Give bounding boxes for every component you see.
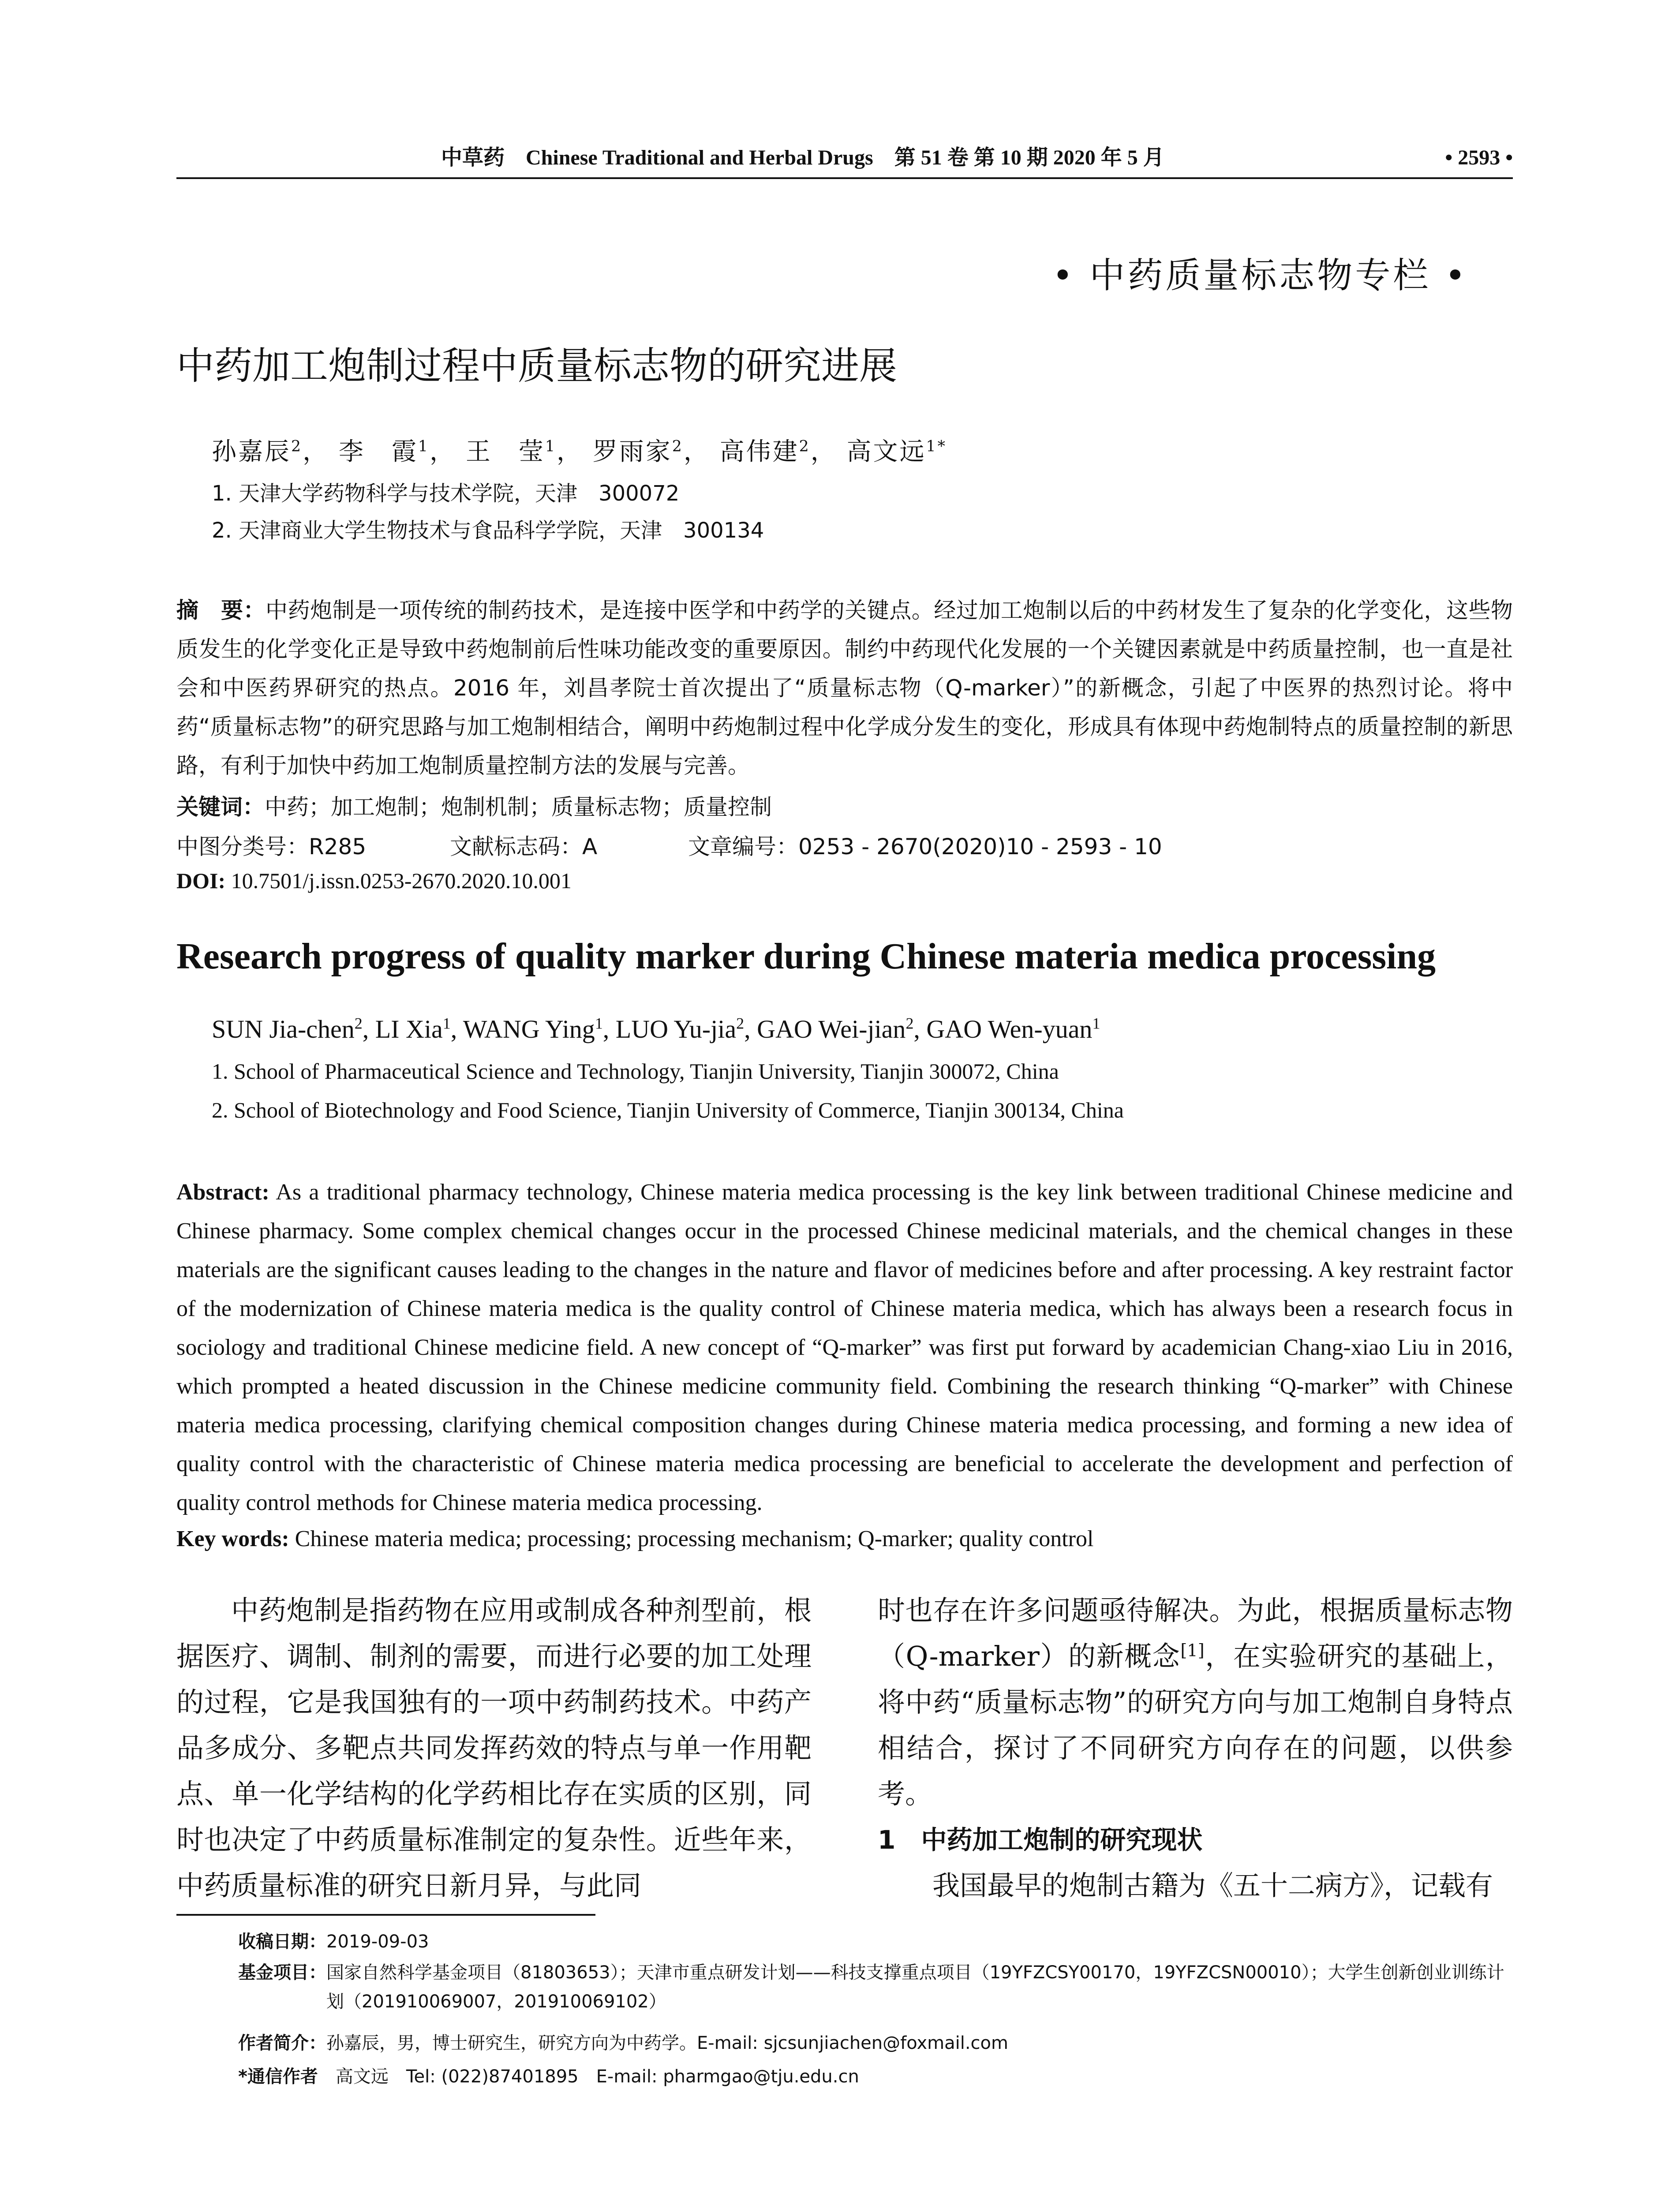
classification-row — [176, 829, 1513, 864]
footnote-text: 2019-09-03 — [326, 1932, 429, 1952]
author-en: WANG Ying — [463, 1015, 595, 1043]
footnote-author — [238, 2029, 1513, 2058]
document-code: 文献标志码：A — [450, 834, 598, 860]
journal-name-en: Chinese Traditional and Herbal Drugs — [526, 146, 873, 169]
article-number: 文章编号：0253 - 2670(2020)10 - 2593 - 10 — [688, 834, 1162, 860]
keywords-en — [176, 1526, 1093, 1552]
footnote-rule — [176, 1914, 595, 1916]
author-aff: 1* — [926, 437, 947, 456]
doi-value: 10.7501/j.issn.0253-2670.2020.10.001 — [225, 868, 572, 893]
footnote-text: 高文远 Tel: (022)87401895 E-mail: pharmgao@tju.edu.cn — [318, 2067, 859, 2087]
author-aff: 2 — [799, 437, 811, 456]
clc-number: 中图分类号：R285 — [176, 834, 367, 860]
keywords-cn — [176, 789, 772, 821]
abstract-cn-label: 摘 要： — [176, 598, 266, 623]
keywords-cn-text: 中药；加工炮制；炮制机制；质量标志物；质量控制 — [265, 794, 772, 820]
author-aff: 2 — [736, 1014, 745, 1032]
author-aff: 1 — [1092, 1014, 1100, 1032]
title-cn: 中药加工炮制过程中质量标志物的研究进展 — [176, 344, 897, 388]
header-rule — [176, 177, 1513, 179]
affiliation-cn-1: 1. 天津大学药物科学与技术学院，天津 300072 — [212, 481, 680, 506]
author-cn: 王 莹 — [465, 437, 545, 466]
author-aff: 1 — [442, 1014, 451, 1032]
header-center — [441, 140, 1164, 176]
body-text: 时也存在许多问题亟待解决。为此，根据质量标志物（Q-marker）的新概念 — [878, 1594, 1513, 1672]
page-number: • 2593 • — [1445, 146, 1513, 169]
author-aff: 1 — [595, 1014, 603, 1032]
author-aff: 2 — [354, 1014, 363, 1032]
author-cn: 罗雨家 — [592, 437, 672, 466]
author-cn: 高伟建 — [719, 437, 799, 466]
footnote-label: *通信作者 — [238, 2067, 318, 2087]
section-heading: 1 中药加工炮制的研究现状 — [878, 1825, 1203, 1855]
author-aff: 1 — [418, 437, 430, 456]
abstract-cn-text: 中药炮制是一项传统的制药技术，是连接中医学和中药学的关键点。经过加工炮制以后的中药材发生了复杂的化学变化，这些物质发生的化学变化正是导致中药炮制前后性味功能改变的重要原因。制约中药现代化发展的一个关键因素就是中药质量控制，也一直是社会和中医药界研究的热点。2016 年，刘昌孝院士首次提出了“质量标志物（Q-marker）”的新概念，引起了中医界的热烈讨论。将中药“质量标志物”的研究思路与加工炮制相结合，阐明中药炮制过程中化学成分发生的变化，形成具有体现中药炮制特点的质量控制的新思路，有利于加快中药加工炮制质量控制方法的发展与完善。 — [176, 598, 1513, 778]
footnote-label: 作者简介： — [238, 2033, 326, 2053]
abstract-en — [176, 1173, 1513, 1522]
citation-ref: [1] — [1180, 1641, 1205, 1661]
author-aff: 1 — [545, 437, 557, 456]
doi — [176, 868, 572, 893]
author-en: GAO Wen-yuan — [926, 1015, 1093, 1043]
footnote-label: 基金项目： — [238, 1962, 326, 1983]
title-en: Research progress of quality marker during Chinese materia medica processing — [176, 936, 1436, 977]
author-cn: 孙嘉辰 — [212, 437, 291, 466]
abstract-cn — [176, 591, 1513, 785]
abstract-en-text: As a traditional pharmacy technology, Chinese materia medica processing is the key link between traditional Chinese medicine and Chinese pharmacy. Some complex chemical changes occur in the processed Chinese medicinal materials, and the chemical changes in these materials are the significant causes leading to the changes in the nature and flavor of medicines before and after processing. A key restraint factor of the modernization of Chinese materia medica is the quality control of Chinese materia medica, which has always been a research focus in sociology and traditional Chinese medicine field. A new concept of “Q-marker” was first put forward by academician Chang-xiao Liu in 2016, which prompted a heated discussion in the Chinese medicine community field. Combining the research thinking “Q-marker” with Chinese materia medica processing, clarifying chemical composition changes during Chinese materia medica processing, and forming a new idea of quality control with the characteristic of Chinese materia medica processing are beneficial to accelerate the development and perfection of quality control methods for Chinese materia medica processing. — [176, 1180, 1513, 1515]
affiliation-cn-2: 2. 天津商业大学生物技术与食品科学学院，天津 300134 — [212, 518, 764, 543]
affiliation-en-2: 2. School of Biotechnology and Food Science, Tianjin University of Commerce, Tianjin 300134, China — [212, 1098, 1124, 1122]
affiliation-en-1: 1. School of Pharmaceutical Science and Technology, Tianjin University, Tianjin 300072, China — [212, 1059, 1059, 1084]
author-cn: 高文远 — [846, 437, 926, 466]
body-right-column — [878, 1588, 1513, 1909]
body-paragraph: 中药炮制是指药物在应用或制成各种剂型前，根据医疗、调制、制剂的需要，而进行必要的加工处理的过程，它是我国独有的一项中药制药技术。中药产品多成分、多靶点共同发挥药效的特点与单一作用靶点、单一化学结构的化学药相比存在实质的区别，同时也决定了中药质量标准制定的复杂性。近些年来，中药质量标准的研究日新月异，与此同 — [176, 1594, 812, 1902]
author-en: LUO Yu-jia — [615, 1015, 737, 1043]
journal-name-cn: 中草药 — [441, 146, 505, 169]
author-en: GAO Wei-jian — [757, 1015, 906, 1043]
author-en: LI Xia — [375, 1015, 443, 1043]
author-aff: 2 — [905, 1014, 914, 1032]
abstract-en-label: Abstract: — [176, 1180, 269, 1205]
footnote-label: 收稿日期： — [238, 1932, 326, 1952]
footnote-corresponding — [238, 2062, 1513, 2091]
author-aff: 2 — [672, 437, 684, 456]
body-paragraph — [878, 1588, 1513, 1817]
issue-info: 第 51 卷 第 10 期 2020 年 5 月 — [894, 146, 1164, 169]
body-left-column — [176, 1588, 812, 1909]
authors-cn: 孙嘉辰$^2$， 李 霞$^1$， 王 莹$^1$， 罗雨家$^2$， 高伟建$^2$， 高文远$^{1*}$ — [212, 437, 947, 466]
footnote-text: 孙嘉辰，男，博士研究生，研究方向为中药学。E-mail: sjcsunjiachen@foxmail.com — [326, 2033, 1008, 2053]
author-aff: 2 — [291, 437, 303, 456]
column-title: • 中药质量标志物专栏 • — [1052, 255, 1468, 296]
keywords-en-text: Chinese materia medica; processing; processing mechanism; Q-marker; quality control — [289, 1526, 1094, 1551]
author-cn: 李 霞 — [338, 437, 418, 466]
doi-label: DOI: — [176, 868, 226, 893]
running-header — [176, 140, 1513, 176]
keywords-cn-label: 关键词： — [176, 794, 265, 820]
keywords-en-label: Key words: — [176, 1526, 289, 1551]
author-en: SUN Jia-chen — [212, 1015, 355, 1043]
footnote-text: 国家自然科学基金项目（81803653）；天津市重点研发计划——科技支撑重点项目（19YFZCSY00170，19YFZCSN00010）；大学生创新创业训练计划（201910069007，201910069102） — [326, 1962, 1504, 2012]
body-paragraph: 我国最早的炮制古籍为《五十二病方》，记载有 — [932, 1869, 1493, 1902]
body-text: ，在实验研究的基础上，将中药“质量标志物”的研究方向与加工炮制自身特点相结合，探讨了不同研究方向存在的问题，以供参考。 — [878, 1640, 1513, 1810]
footnote-received — [238, 1927, 1513, 1956]
footnote-fund — [238, 1958, 1513, 2016]
authors-en: SUN Jia-chen$^2$, LI Xia$^1$, WANG Ying$^1$, LUO Yu-jia$^2$, GAO Wei-jian$^2$, GAO Wen-yuan$^1$ — [212, 1014, 1100, 1043]
